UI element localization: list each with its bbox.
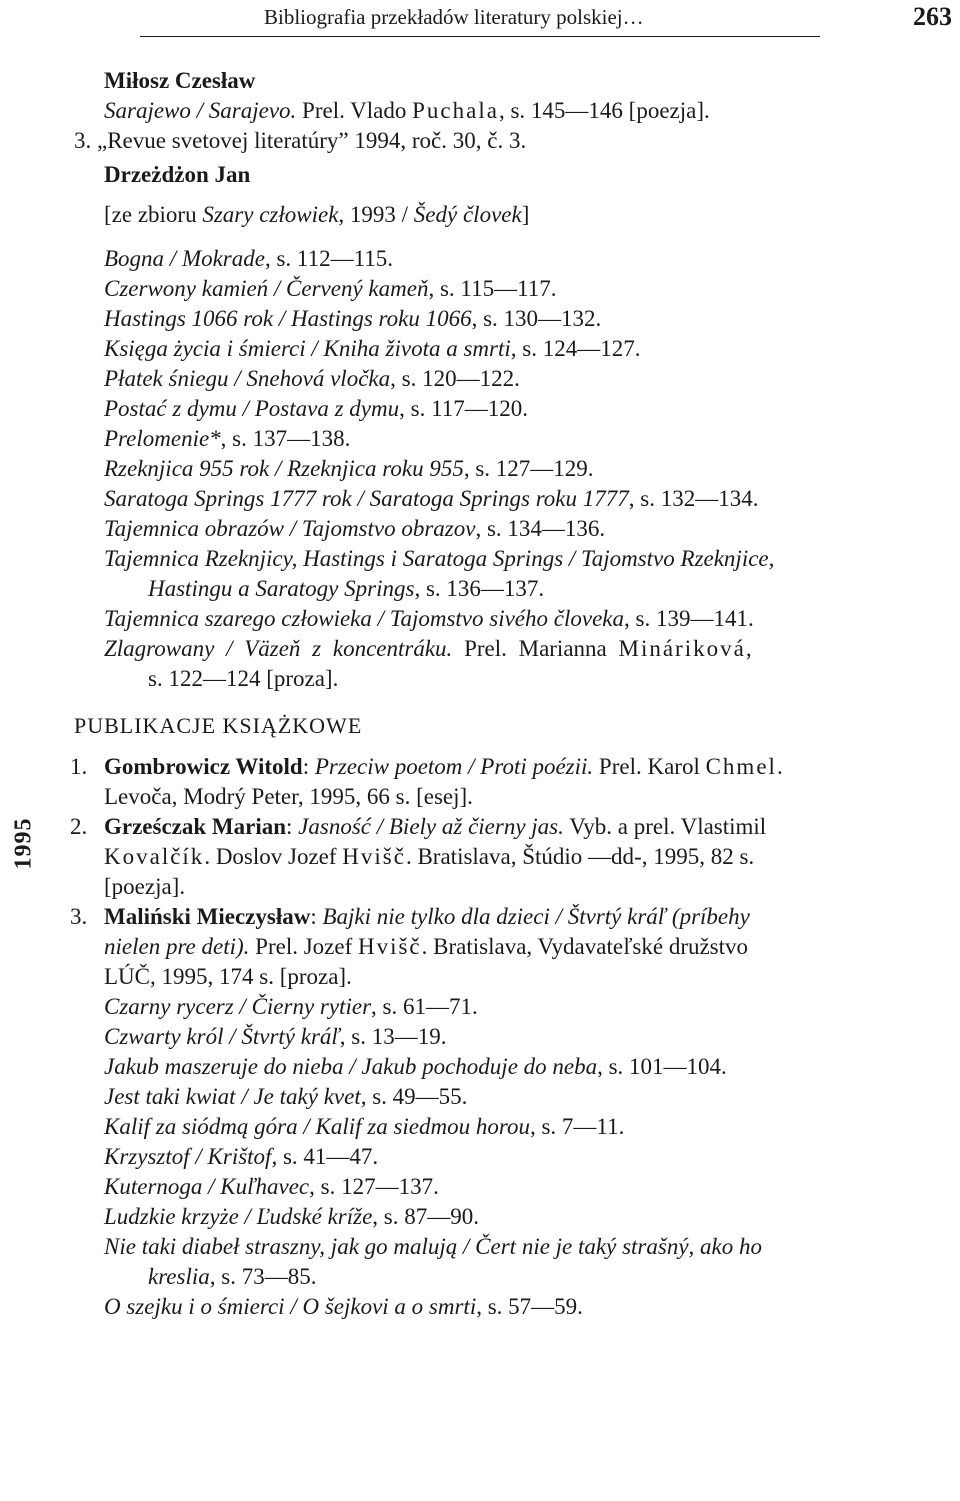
entry-text: Prel. Vlado	[296, 98, 413, 123]
story-title: Kuternoga / Kuľhavec	[104, 1174, 310, 1199]
entry-text: , s. 145—146 [poezja].	[498, 98, 710, 123]
year-side-label: 1995	[10, 817, 37, 870]
story-item	[104, 1112, 954, 1142]
entry-text: Vyb. a prel. Vlastimil	[563, 814, 767, 839]
entry-text: Prel. Karol	[593, 754, 706, 779]
story-title: Krzysztof / Krištof	[104, 1144, 272, 1169]
story-item	[104, 1172, 954, 1202]
author-name: Gombrowicz Witold	[104, 754, 303, 779]
story-title: O szejku i o śmierci / O šejkovi a o smrti	[104, 1294, 477, 1319]
work-item	[104, 244, 954, 274]
book-entry	[70, 902, 954, 932]
author-name: Grześczak Marian	[104, 814, 287, 839]
page-number: 263	[913, 2, 952, 31]
work-title: Czerwony kamień / Červený kameň	[104, 276, 429, 301]
work-item	[104, 274, 954, 304]
book-title: Bajki nie tylko dla dzieci / Štvrtý kráľ (príbehy	[322, 904, 750, 929]
entry-text: . Doslov Jozef	[204, 844, 343, 869]
story-pages: , s. 7—11.	[529, 1114, 625, 1139]
work-title: Hastingu a Saratogy Springs	[148, 576, 415, 601]
work-item	[104, 424, 954, 454]
work-title: Prelomenie*	[104, 426, 221, 451]
story-item	[104, 1052, 954, 1082]
work-pages: , s. 112—115.	[264, 246, 393, 271]
author-name: Miłosz Czesław	[104, 68, 256, 93]
entry-number: 3.	[70, 904, 88, 929]
work-item	[104, 334, 954, 364]
story-pages: , s. 41—47.	[271, 1144, 379, 1169]
work-item	[104, 514, 954, 544]
book-title: nielen pre deti).	[104, 934, 250, 959]
story-pages: , s. 13—19.	[339, 1024, 447, 1049]
work-title: Bogna / Mokrade	[104, 246, 265, 271]
work-item	[104, 484, 954, 514]
story-pages: , s. 57—59.	[476, 1294, 583, 1319]
work-pages: , s. 120—122.	[390, 366, 520, 391]
entry-text: Prel. Marianna	[452, 636, 619, 661]
work-title: Sarajewo / Sarajevo.	[104, 98, 297, 123]
story-title: Czwarty król / Štvrtý kráľ	[104, 1024, 340, 1049]
entry-text: ]	[521, 202, 530, 227]
story-item	[104, 1292, 954, 1322]
entry-number: 1.	[70, 754, 88, 779]
work-item	[104, 304, 954, 334]
translator-name: Hvišč	[357, 934, 422, 959]
entry-text: ,	[745, 636, 752, 661]
translator-name: Kovalčík	[104, 844, 205, 869]
book-entry	[70, 812, 954, 842]
story-title: kreslia	[148, 1264, 210, 1289]
entry-line: 3. „Revue svetovej literatúry” 1994, roč. 30, č. 3.	[74, 128, 527, 153]
story-item-continuation	[104, 1262, 954, 1292]
work-pages: , s. 124—127.	[510, 336, 641, 361]
work-title: Rzeknjica 955 rok / Rzeknjica roku 955	[104, 456, 464, 481]
author-name: Maliński Mieczysław	[104, 904, 311, 929]
entry-text: . Bratislava, Vydavateľské družstvo	[421, 934, 749, 959]
entry-text: , 1993 /	[338, 202, 414, 227]
work-pages: , s. 137—138.	[220, 426, 351, 451]
story-pages: , s. 87—90.	[372, 1204, 479, 1229]
work-pages: , s. 130—132.	[471, 306, 602, 331]
work-pages: , s. 117—120.	[399, 396, 528, 421]
story-pages: , s. 61—71.	[371, 994, 478, 1019]
work-title: Hastings 1066 rok / Hastings roku 1066	[104, 306, 472, 331]
collection-line	[104, 194, 954, 236]
story-title: Czarny rycerz / Čierny rytier	[104, 994, 372, 1019]
work-pages: , s. 134—136.	[475, 516, 606, 541]
book-title: Jasność / Biely až čierny jas.	[298, 814, 564, 839]
entry-text: :	[310, 904, 323, 929]
story-pages: , s. 127—137.	[309, 1174, 439, 1199]
work-title: Tajemnica szarego człowieka / Tajomstvo sivého človeka	[104, 606, 624, 631]
entry-text: :	[302, 754, 315, 779]
work-title: Tajemnica obrazów / Tajomstvo obrazov	[104, 516, 476, 541]
work-title: Zlagrowany / Väzeň z koncentráku.	[104, 636, 453, 661]
collection-title-sk: Šedý človek	[413, 202, 522, 227]
story-item	[104, 1082, 954, 1112]
work-pages: , s. 115—117.	[428, 276, 557, 301]
collection-title: Szary człowiek	[202, 202, 339, 227]
story-title: Nie taki diabeł straszny, jak go malują / Čert nie je taký strašný, ako ho	[104, 1234, 762, 1259]
running-title: Bibliografia przekładów literatury polskiej…	[264, 5, 644, 29]
author-name: Drzeżdżon Jan	[104, 162, 251, 187]
entry-text: [ze zbioru	[104, 202, 203, 227]
book-entry-continuation: LÚČ, 1995, 174 s. [proza].	[104, 964, 352, 989]
section-heading: PUBLIKACJE KSIĄŻKOWE	[74, 713, 363, 738]
story-title: Jest taki kwiat / Je taký kvet	[104, 1084, 361, 1109]
work-item	[104, 454, 954, 484]
work-pages: , s. 139—141.	[624, 606, 754, 631]
work-pages: , s. 132—134.	[628, 486, 759, 511]
entry-text: :	[286, 814, 299, 839]
work-item-continuation	[104, 574, 954, 604]
entry-text: Prel. Jozef	[249, 934, 358, 959]
entry-number: 2.	[70, 814, 88, 839]
story-title: Kalif za siódmą góra / Kalif za siedmou horou	[104, 1114, 530, 1139]
story-pages: , s. 101—104.	[597, 1054, 727, 1079]
story-item	[104, 1202, 954, 1232]
story-title: Jakub maszeruje do nieba / Jakub pochoduje do neba	[104, 1054, 598, 1079]
work-item	[104, 634, 954, 664]
book-entry-continuation: Levoča, Modrý Peter, 1995, 66 s. [esej].	[104, 784, 473, 809]
book-entry-continuation	[104, 932, 954, 962]
entry-text: . Bratislava, Štúdio —dd-, 1995, 82 s.	[405, 844, 755, 869]
work-item	[104, 604, 954, 634]
book-entry	[70, 752, 954, 782]
work-title: Saratoga Springs 1777 rok / Saratoga Springs roku 1777	[104, 486, 629, 511]
entry-line	[104, 96, 954, 126]
work-item-continuation: s. 122—124 [proza].	[148, 666, 339, 691]
story-pages: , s. 73—85.	[209, 1264, 317, 1289]
translator-name: Chmel	[705, 754, 777, 779]
story-item	[104, 1232, 954, 1262]
work-item	[104, 364, 954, 394]
work-pages: , s. 127—129.	[463, 456, 594, 481]
translator-name: Puchala	[412, 98, 499, 123]
work-title: Księga życia i śmierci / Kniha života a smrti	[104, 336, 511, 361]
book-entry-continuation	[104, 842, 954, 872]
book-entry-continuation: [poezja].	[104, 874, 186, 899]
work-title: Postać z dymu / Postava z dymu	[104, 396, 400, 421]
work-title: Tajemnica Rzeknjicy, Hastings i Saratoga Springs / Tajomstvo Rzeknjice,	[104, 546, 775, 571]
story-title: Ludzkie krzyże / Ľudské kríže	[104, 1204, 373, 1229]
story-item	[104, 992, 954, 1022]
bibliography-content	[70, 66, 954, 1322]
work-item	[104, 544, 954, 574]
header-rule	[140, 36, 820, 37]
entry-text: .	[776, 754, 783, 779]
work-title: Płatek śniegu / Snehová vločka	[104, 366, 391, 391]
book-title: Przeciw poetom / Proti poézii.	[314, 754, 594, 779]
story-item	[104, 1022, 954, 1052]
story-pages: , s. 49—55.	[360, 1084, 468, 1109]
work-pages: , s. 136—137.	[414, 576, 545, 601]
translator-name: Mináriková	[618, 636, 746, 661]
story-item	[104, 1142, 954, 1172]
work-item	[104, 394, 954, 424]
afterword-author: Hvišč	[342, 844, 406, 869]
